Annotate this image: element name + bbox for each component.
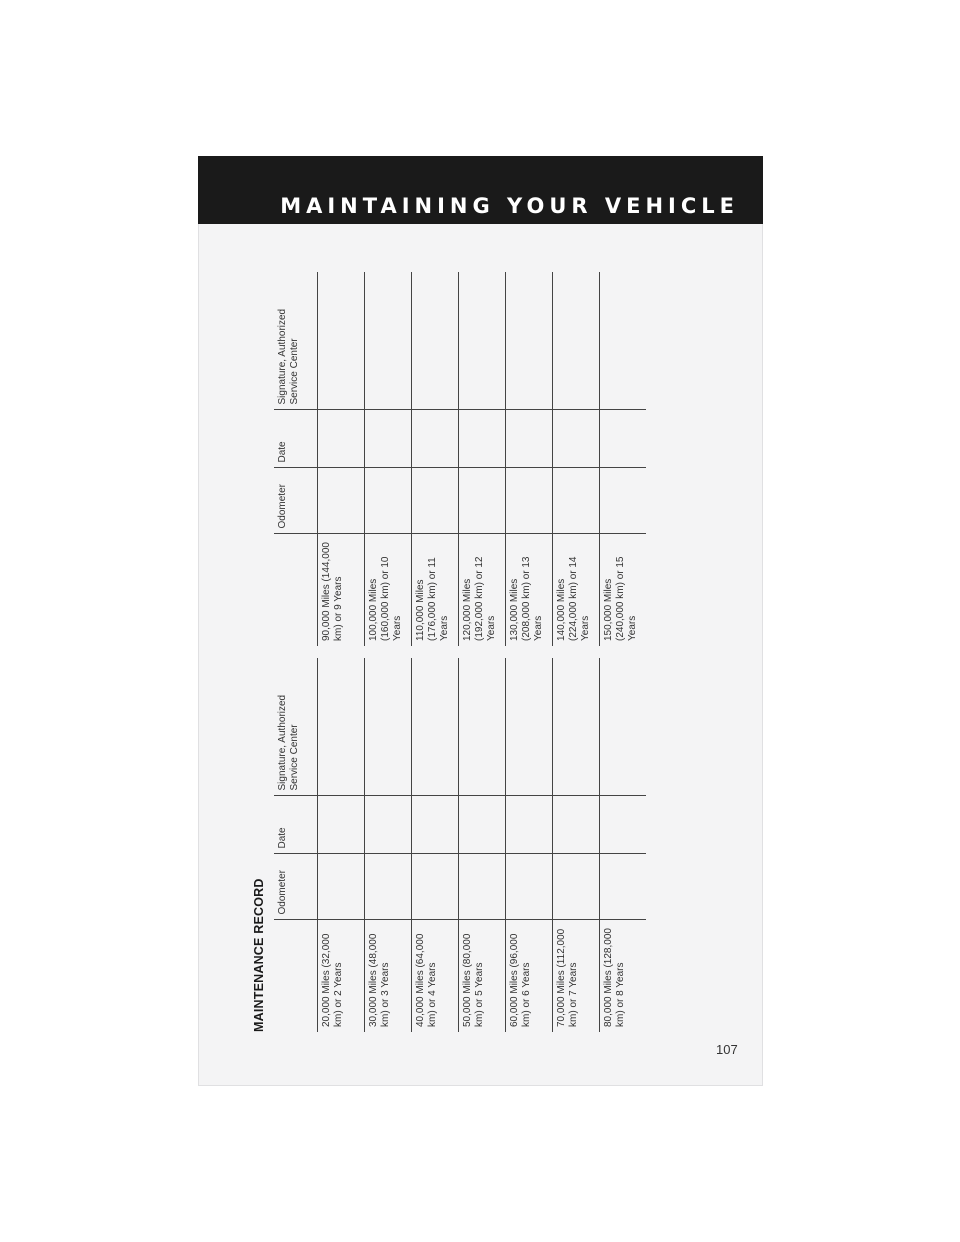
interval-cell: 100,000 Miles (160,000 km) or 10 Years xyxy=(365,534,412,646)
table-row xyxy=(318,272,365,646)
signature-cell[interactable] xyxy=(459,658,506,796)
table-row xyxy=(553,658,600,1032)
col-interval xyxy=(274,920,318,1032)
signature-cell[interactable] xyxy=(412,658,459,796)
odometer-cell[interactable] xyxy=(553,468,600,534)
date-cell[interactable] xyxy=(553,796,600,854)
interval-cell: 40,000 Miles (64,000 km) or 4 Years xyxy=(412,920,459,1032)
interval-cell: 110,000 Miles (176,000 km) or 11 Years xyxy=(412,534,459,646)
signature-cell[interactable] xyxy=(412,272,459,410)
date-cell[interactable] xyxy=(506,410,553,468)
date-cell[interactable] xyxy=(459,796,506,854)
odometer-cell[interactable] xyxy=(412,854,459,920)
signature-cell[interactable] xyxy=(365,272,412,410)
odometer-cell[interactable] xyxy=(459,468,506,534)
col-interval xyxy=(274,534,318,646)
table-row xyxy=(365,658,412,1032)
signature-cell[interactable] xyxy=(553,658,600,796)
odometer-cell[interactable] xyxy=(412,468,459,534)
signature-cell[interactable] xyxy=(600,658,647,796)
date-cell[interactable] xyxy=(412,796,459,854)
header-band xyxy=(198,156,763,224)
table-header-row xyxy=(274,272,318,646)
col-date: Date xyxy=(274,796,318,854)
section-title: MAINTENANCE RECORD xyxy=(252,878,266,1032)
date-cell[interactable] xyxy=(600,796,647,854)
interval-cell: 20,000 Miles (32,000 km) or 2 Years xyxy=(318,920,365,1032)
odometer-cell[interactable] xyxy=(365,468,412,534)
signature-cell[interactable] xyxy=(365,658,412,796)
header-title: MAINTAINING YOUR VEHICLE xyxy=(280,194,739,218)
date-cell[interactable] xyxy=(365,410,412,468)
date-cell[interactable] xyxy=(506,796,553,854)
interval-cell: 140,000 Miles (224,000 km) or 14 Years xyxy=(553,534,600,646)
odometer-cell[interactable] xyxy=(600,854,647,920)
table-row xyxy=(600,272,647,646)
interval-cell: 90,000 Miles (144,000 km) or 9 Years xyxy=(318,534,365,646)
odometer-cell[interactable] xyxy=(600,468,647,534)
table-row xyxy=(459,658,506,1032)
interval-cell: 60,000 Miles (96,000 km) or 6 Years xyxy=(506,920,553,1032)
interval-cell: 30,000 Miles (48,000 km) or 3 Years xyxy=(365,920,412,1032)
odometer-cell[interactable] xyxy=(506,854,553,920)
table-row xyxy=(412,272,459,646)
odometer-cell[interactable] xyxy=(318,854,365,920)
odometer-cell[interactable] xyxy=(365,854,412,920)
maintenance-table-right xyxy=(274,272,646,646)
col-signature: Signature, Authorized Service Center xyxy=(274,272,318,410)
col-signature: Signature, Authorized Service Center xyxy=(274,658,318,796)
interval-cell: 150,000 Miles (240,000 km) or 15 Years xyxy=(603,556,638,641)
col-odometer: Odometer xyxy=(274,854,318,920)
table-row xyxy=(506,658,553,1032)
maintenance-record-rotated xyxy=(252,272,638,1032)
table-header-row xyxy=(274,658,318,1032)
col-odometer: Odometer xyxy=(274,468,318,534)
interval-cell: 70,000 Miles (112,000 km) or 7 Years xyxy=(553,920,600,1032)
date-cell[interactable] xyxy=(365,796,412,854)
table-row xyxy=(600,658,647,1032)
interval-cell: 80,000 Miles (128,000 km) or 8 Years xyxy=(603,928,626,1027)
table-row xyxy=(459,272,506,646)
table-row xyxy=(506,272,553,646)
date-cell[interactable] xyxy=(459,410,506,468)
date-cell[interactable] xyxy=(318,796,365,854)
signature-cell[interactable] xyxy=(318,658,365,796)
odometer-cell[interactable] xyxy=(553,854,600,920)
signature-cell[interactable] xyxy=(459,272,506,410)
interval-cell: 120,000 Miles (192,000 km) or 12 Years xyxy=(459,534,506,646)
date-cell[interactable] xyxy=(553,410,600,468)
maintenance-table-left xyxy=(274,658,646,1032)
table-row xyxy=(412,658,459,1032)
table-row xyxy=(318,658,365,1032)
signature-cell[interactable] xyxy=(553,272,600,410)
table-row xyxy=(365,272,412,646)
odometer-cell[interactable] xyxy=(318,468,365,534)
date-cell[interactable] xyxy=(318,410,365,468)
col-date: Date xyxy=(274,410,318,468)
odometer-cell[interactable] xyxy=(459,854,506,920)
signature-cell[interactable] xyxy=(506,272,553,410)
page-number: 107 xyxy=(716,1042,738,1057)
date-cell[interactable] xyxy=(600,410,647,468)
signature-cell[interactable] xyxy=(318,272,365,410)
date-cell[interactable] xyxy=(412,410,459,468)
signature-cell[interactable] xyxy=(506,658,553,796)
interval-cell: 130,000 Miles (208,000 km) or 13 Years xyxy=(506,534,553,646)
interval-cell: 50,000 Miles (80,000 km) or 5 Years xyxy=(459,920,506,1032)
table-row xyxy=(553,272,600,646)
signature-cell[interactable] xyxy=(600,272,647,410)
odometer-cell[interactable] xyxy=(506,468,553,534)
